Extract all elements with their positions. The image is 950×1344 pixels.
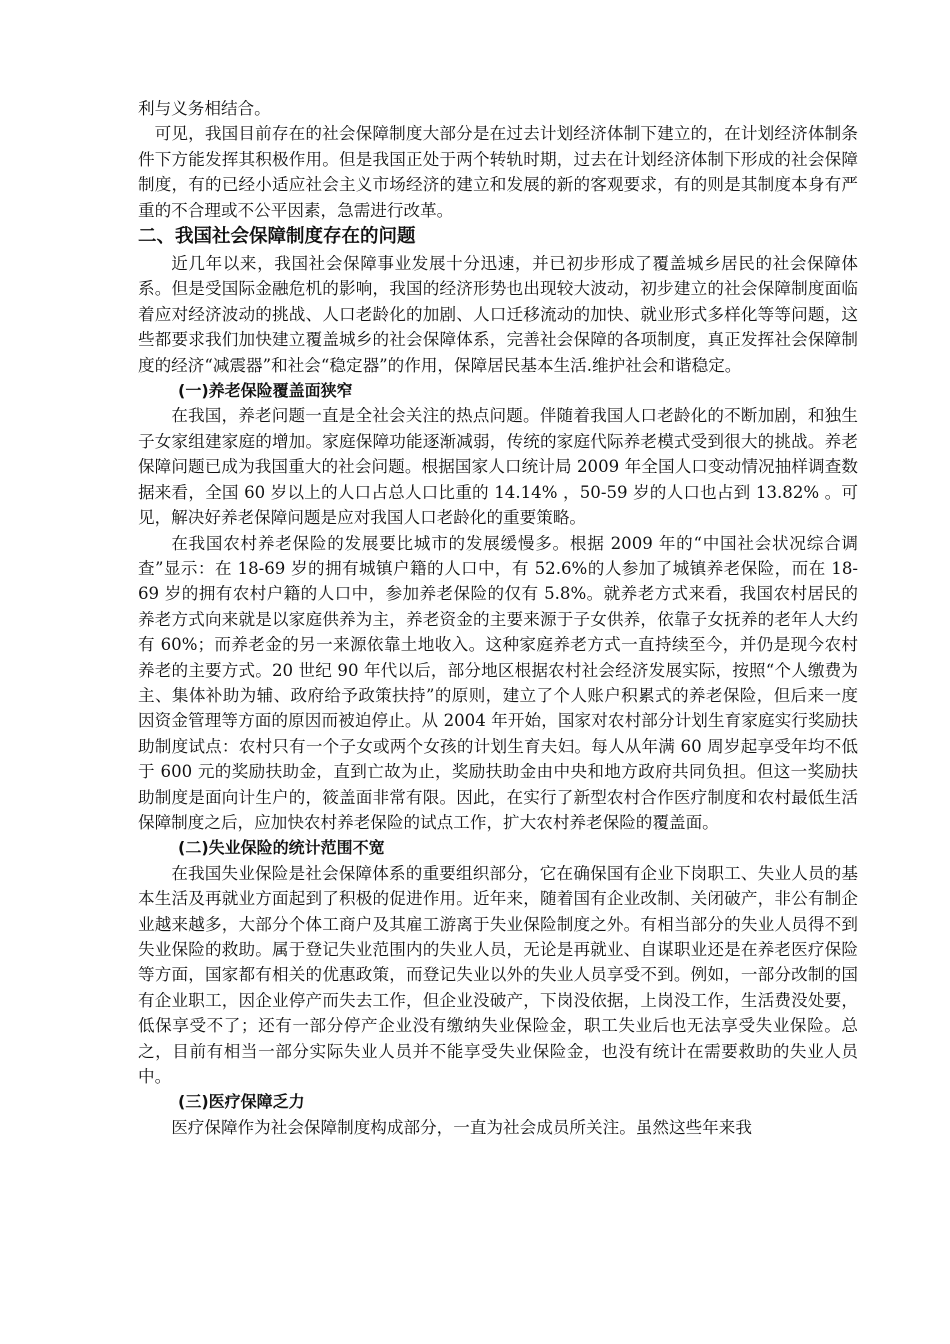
subheading-unemployment: (二)失业保险的统计范围不宽: [178, 838, 385, 858]
document-page: [138, 96, 858, 1140]
paragraph-summary: 可见，我国目前存在的社会保障制度大部分是在过去计划经济体制下建立的，在计划经济体制条件下方能发挥其积极作用。但是我国正处于两个转轨时期，过去在计划经济体制下形成的社会保障制度，有的已经小适应社会主义市场经济的建立和发展的新的客观要求，有的则是其制度本身有严重的不合理或不公平因素，急需进行改革。: [138, 124, 858, 220]
section-heading-problems: 二、我国社会保障制度存在的问题: [138, 226, 416, 248]
paragraph-unemployment: 在我国失业保险是社会保障体系的重要组织部分，它在确保国有企业下岗职工、失业人员的基本生活及再就业方面起到了积极的促进作用。近年来，随着国有企业改制、关闭破产，非公有制企业越来越多，大部分个体工商户及其雇工游离于失业保险制度之外。有相当部分的失业人员得不到失业保险的救助。属于登记失业范围内的失业人员，无论是再就业、自谋职业还是在养老医疗保险等方面，国家都有相关的优惠政策，而登记失业以外的失业人员享受不到。例如，一部分改制的国有企业职工，因企业停产而失去工作，但企业没破产，下岗没依据，上岗没工作，生活费没处要，低保享受不了；还有一部分停产企业没有缴纳失业保险金，职工失业后也无法享受失业保险。总之，目前有相当一部分实际失业人员并不能享受失业保险金，也没有统计在需要救助的失业人员中。: [138, 863, 858, 1087]
paragraph-intro: 近几年以来，我国社会保障事业发展十分迅速，并已初步形成了覆盖城乡居民的社会保障体系。但是受国际金融危机的影响，我国的经济形势也出现较大波动，初步建立的社会保障制度面临着应对经济波动的挑战、人口老龄化的加剧、人口迁移流动的加快、就业形式多样化等等问题，这些都要求我们加快建立覆盖城乡的社会保障体系，完善社会保障的各项制度，真正发挥社会保障制度的经济“减震器”和社会“稳定器”的作用，保障居民基本生活.维护社会和谐稳定。: [138, 254, 858, 375]
subheading-medical: (三)医疗保障乏力: [178, 1092, 305, 1112]
subheading-pension: (一)养老保险覆盖面狭窄: [178, 381, 353, 401]
paragraph-medical: 医疗保障作为社会保障制度构成部分，一直为社会成员所关注。虽然这些年来我: [171, 1117, 752, 1137]
paragraph-pension-1: 在我国，养老问题一直是全社会关注的热点问题。伴随着我国人口老龄化的不断加剧，和独生子女家组建家庭的增加。家庭保障功能逐渐减弱，传统的家庭代际养老模式受到很大的挑战。养老保障问题已成为我国重大的社会问题。根据国家人口统计局 2009 年全国人口变动情况抽样调查数据来看，全国 60 岁以上的人口占总人口比重的 14.14% ，50-59 岁的人口也占到 13.82% 。可见，解决好养老保障问题是应对我国人口老龄化的重要策略。: [138, 406, 858, 528]
paragraph-pension-2: 在我国农村养老保险的发展要比城市的发展缓慢多。根据 2009 年的“中国社会状况综合调查”显示：在 18-69 岁的拥有城镇户籍的人口中，有 52.6%的人参加了城镇养老保险，而在 18-69 岁的拥有农村户籍的人口中，参加养老保险的仅有 5.8%。就养老方式来看，我国农村居民的养老方式向来就是以家庭供养为主，养老资金的主要来源于子女供养，依靠子女抚养的老年人大约有 60%；而养老金的另一来源依靠土地收入。这种家庭养老方式一直持续至今，并仍是现今农村养老的主要方式。20 世纪 90 年代以后，部分地区根据农村社会经济发展实际，按照“个人缴费为主、集体补助为辅、政府给予政策扶持”的原则，建立了个人账户积累式的养老保险，但后来一度因资金管理等方面的原因而被迫停止。从 2004 年开始，国家对农村部分计划生育家庭实行奖励扶助制度试点：农村只有一个子女或两个女孩的计划生育夫妇。每人从年满 60 周岁起享受年均不低于 600 元的奖励扶助金，直到亡故为止，奖励扶助金由中央和地方政府共同负担。但这一奖励扶助制度是面向计生户的，筱盖面非常有限。因此，在实行了新型农村合作医疗制度和农村最低生活保障制度之后，应加快农村养老保险的试点工作，扩大农村养老保险的覆盖面。: [138, 533, 858, 832]
paragraph-continuation: 利与义务相结合。: [138, 99, 271, 118]
